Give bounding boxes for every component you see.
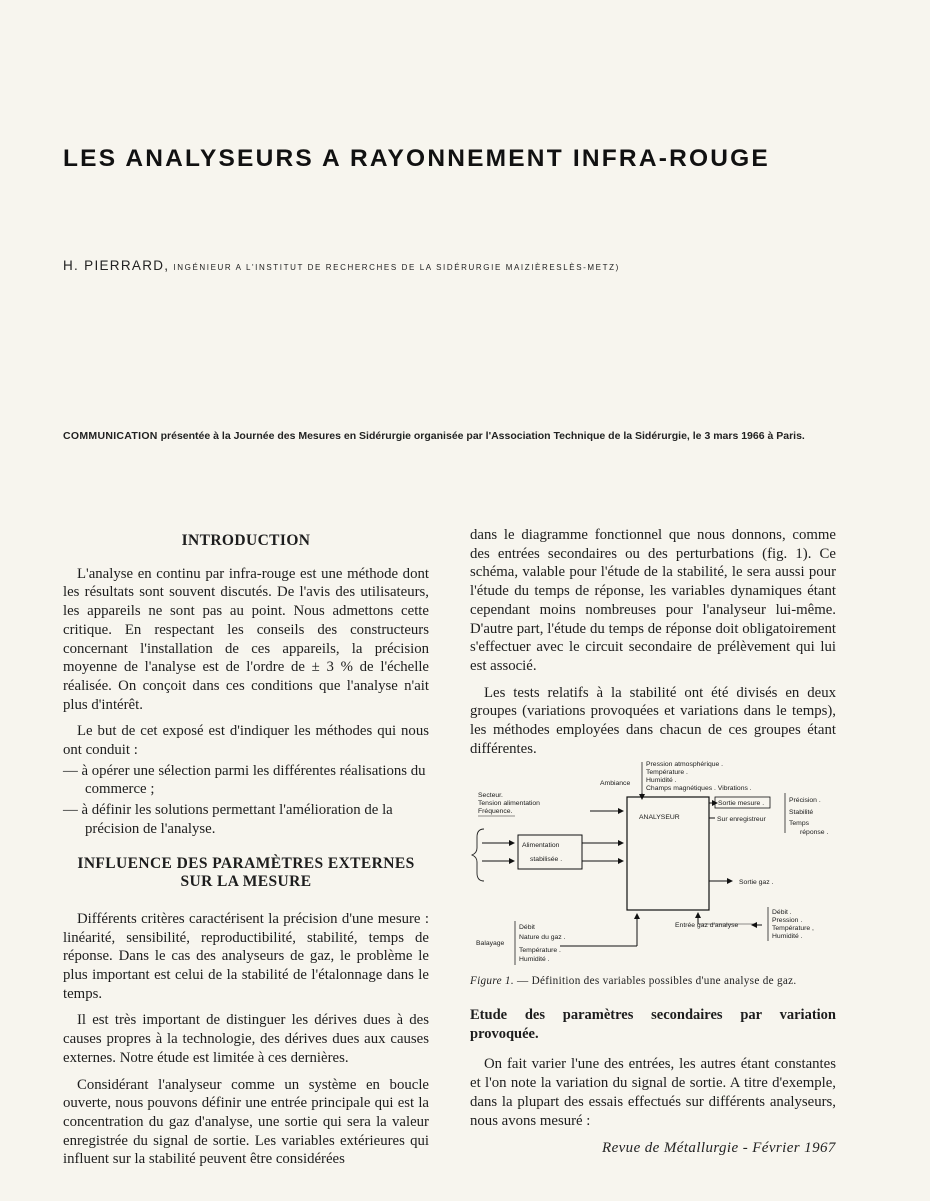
communication-lead: COMMUNICATION <box>63 430 158 442</box>
caption-text: — Définition des variables possibles d'une analyse de gaz. <box>513 975 797 987</box>
label-pression-atm: Pression atmosphérique . <box>646 761 724 768</box>
communication-text: présentée à la Journée des Mesures en Sidérurgie organisée par l'Association Technique de la Sidérurgie, le 3 mars 1966 à Paris. <box>157 430 805 442</box>
journal-footer: Revue de Métallurgie - Février 1967 <box>602 1140 836 1156</box>
influence-paragraph-3: Considérant l'analyseur comme un système en boucle ouverte, nous pouvons définir une entrée principale qui est la concentration du gaz d'analyse, une sortie qui sera la valeur enregistrée du signal de sortie. Les variables extérieures qui influent sur la stabilité peuvent être considérées <box>63 1076 429 1168</box>
left-brace <box>472 829 484 881</box>
influence-paragraph-2: Il est très important de distinguer les dérives dues à des causes propres à la technologie, des dérives dues aux causes externes. Notre étude est limitée à ces dernières. <box>63 1012 429 1066</box>
intro-paragraph-2: Le but de cet exposé est d'indiquer les méthodes qui nous ont conduit : <box>63 723 429 759</box>
right-column-lower <box>470 1006 836 1130</box>
label-stabilite: Stabilité <box>789 809 814 816</box>
label-reponse: réponse . <box>800 829 829 836</box>
label-entree-gaz: Entrée gaz d'analyse <box>675 922 739 929</box>
label-stabilisee: stabilisée . <box>530 856 563 863</box>
label-temperature-top: Température . <box>646 769 688 776</box>
left-column <box>63 532 429 1169</box>
right-column <box>470 526 836 758</box>
alimentation-box <box>518 835 582 869</box>
article-title: LES ANALYSEURS A RAYONNEMENT INFRA-ROUGE <box>63 145 770 172</box>
label-frequence: Fréquence. <box>478 808 513 815</box>
label-humidite-left: Humidité . <box>519 956 550 963</box>
label-temperature-left-text: Température . <box>519 947 561 954</box>
right-paragraph-1: dans le diagramme fonctionnel que nous donnons, comme des entrées secondaires ou des perturbations (fig. 1). Ce schéma, valable pour l'étude de la stabilité, le sera aussi pour l'étude du temps de réponse, les variables dynamiques étant cependant moins nombreuses pour l'analyseur lui-même. D'autre part, l'étude du temps de réponse doit obligatoirement s'effectuer avec le circuit secondaire de prélèvement qui lui est associé. <box>470 527 836 674</box>
label-humidite-top: Humidité . <box>646 777 677 784</box>
label-temps: Temps <box>789 820 810 827</box>
figure-caption <box>470 975 836 987</box>
author-line <box>63 258 620 273</box>
influence-heading-line-1: INFLUENCE DES PARAMÈTRES EXTERNES <box>77 854 415 872</box>
label-champs: Champs magnétiques . Vibrations . <box>646 785 752 792</box>
label-analyseur: ANALYSEUR <box>639 814 680 821</box>
label-humidite-right: Humidité . <box>772 933 803 940</box>
influence-paragraph-1: Différents critères caractérisent la précision d'une mesure : linéarité, sensibilité, reproductibilité, stabilité, temps de réponse. Dans le cas des analyseurs de gaz, le problème le plus important est celui de la stabilité de l'étalonnage dans le temps. <box>63 910 429 1002</box>
right-paragraph-3: On fait varier l'une des entrées, les autres étant constantes et l'on note la variation du signal de sortie. A titre d'exemple, dans la plupart des essais effectués sur différents analyseurs, nous avons mesuré : <box>470 1056 836 1129</box>
label-debit-right: Débit . <box>772 909 792 916</box>
label-pression-right: Pression . <box>772 917 803 924</box>
influence-heading-line-2: SUR LA MESURE <box>180 873 312 891</box>
caption-label: Figure 1. <box>470 975 514 987</box>
right-paragraph-2: Les tests relatifs à la stabilité ont été divisés en deux groupes (variations provoquées et variations dans le temps), les méthodes employées dans chacun de ces groupes étant différentes. <box>470 684 836 757</box>
label-secteur: Secteur. <box>478 792 503 799</box>
label-sortie-mesure: Sortie mesure . <box>718 800 765 807</box>
label-tension: Tension alimentation <box>478 800 540 807</box>
label-precision: Précision . <box>789 797 821 804</box>
intro-paragraph-1: L'analyse en continu par infra-rouge est une méthode dont les résultats sont souvent discutés. De l'avis des utilisateurs, les appareils ne sont pas au point. Nous admettons cette critique. En respectant les conseils des constructeurs concernant l'installation de ces appareils, la précision moyenne de l'analyse est de l'ordre de ± 3 % de l'échelle réalisée. On conçoit dans ces conditions que l'analyse n'ait plus d'intérêt. <box>63 565 429 713</box>
subsection-heading: Etude des paramètres secondaires par variation provoquée. <box>470 1007 836 1042</box>
figure-1-diagram <box>470 755 840 970</box>
author-affiliation: INGÉNIEUR A L'INSTITUT DE RECHERCHES DE LA SIDÉRURGIE MAIZIÈRESLÈS-METZ) <box>173 263 620 272</box>
label-ambiance: Ambiance <box>600 780 631 787</box>
label-balayage: Balayage <box>476 940 505 947</box>
label-alimentation: Alimentation <box>522 842 560 849</box>
label-temperature-right: Température , <box>772 925 814 932</box>
author-name: H. PIERRARD, <box>63 258 170 273</box>
introduction-heading: INTRODUCTION <box>181 532 311 549</box>
label-sortie-gaz: Sortie gaz . <box>739 879 774 886</box>
label-nature-gaz: Nature du gaz . <box>519 934 566 941</box>
communication-note <box>63 429 843 444</box>
label-sur-enregistreur: Sur enregistreur <box>717 816 766 823</box>
list-item: — à opérer une sélection parmi les différentes réalisations du commerce ; <box>63 762 426 798</box>
list-item: — à définir les solutions permettant l'amélioration de la précision de l'analyse. <box>63 802 393 837</box>
label-debit-left: Débit <box>519 924 535 931</box>
influence-heading <box>63 855 429 892</box>
